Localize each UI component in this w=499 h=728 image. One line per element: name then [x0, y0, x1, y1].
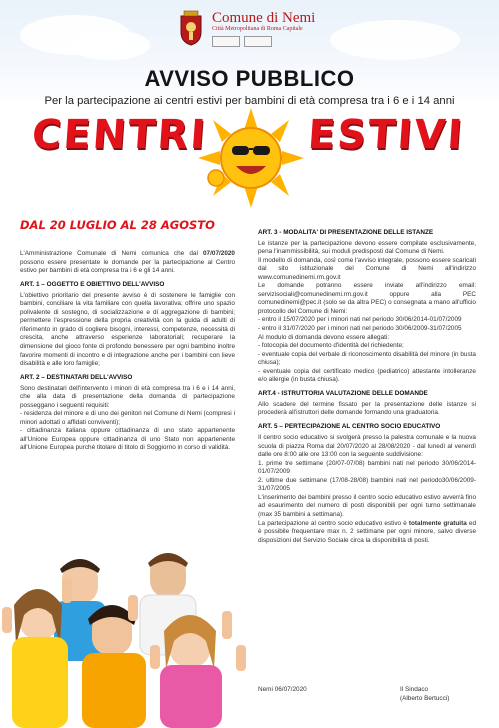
art1-heading: ART. 1 – OGGETTO E OBIETTIVO DELL'AVVISO: [20, 281, 165, 289]
art3-p2: Il modello di domanda, così come l'avviso integrale, possono essere scaricati dal sito istituzionale del Comune di Nemi all'indirizzo www.comunedinemi.rm.gov.it: [258, 256, 476, 281]
children-photo: [0, 545, 255, 728]
cloud: [330, 20, 460, 60]
left-column: [20, 250, 235, 453]
comune-name: Comune di Nemi: [212, 10, 316, 26]
banner-word-centri: CENTRI: [30, 112, 209, 158]
art3-p3: Le domande potranno essere inviate all'indirizzo email: servizisociali@comunedinemi.rm.gov.it oppure alla PEC comunedinemi@pec.it (solo se da altra PEC) o consegnata a mano all'ufficio protocollo del Comune di Nemi:: [258, 282, 476, 315]
art3-attachment: - eventuale copia del verbale di riconoscimento disabilità del minore (in busta chiusa);: [258, 350, 476, 367]
intro-paragraph: L'Amministrazione Comunale di Nemi comunica che dal 07/07/2020 possono essere presentate le domande per la partecipazione al Centro estivo per bambini di età compresa tra i 6 e gli 14 anni.: [20, 250, 235, 275]
art2-item: - cittadinanza italiana oppure cittadinanza di uno stato appartenente all'Unione Europea oppure cittadinanza di uno Stato non appartenente all'Unione Europea purché titolare di titolo di Soggiorno in corso di validità.: [20, 427, 235, 452]
signature-role: Il Sindaco: [400, 686, 429, 693]
art2-heading: ART. 2 – DESTINATARI DELL'AVVISO: [20, 374, 133, 382]
signature-place-date: Nemi 06/07/2020: [258, 686, 307, 693]
art3-p1: Le istanze per la partecipazione devono essere compilate esclusivamente, pena l'inammissibilità, sui moduli predisposti dal Comune di Nemi.: [258, 239, 476, 256]
art4-body: Allo scadere del termine fissato per la presentazione delle istanze si procederà all'istruttori delle domande formando una graduatoria.: [258, 400, 476, 417]
cloud: [70, 30, 150, 60]
header: [178, 10, 315, 47]
art3-attachment: - fotocopia del documento d'identità del richiedente;: [258, 342, 404, 350]
art5-item: 2. ultime due settimane (17/08-28/08) bambini nati nel periodo30/06/2009-31/07/2005: [258, 476, 476, 493]
comune-subtitle: Città Metropolitana di Roma Capitale: [212, 26, 303, 32]
art5-p1: Il centro socio educativo si svolgerà presso la palestra comunale e la nuova scuola di piazza Roma dal 20/07/2020 al 28/08/2020 - dal lunedì al venerdì dalle ore 8:00 alle ore 13:00 con la seguente suddivisione:: [258, 434, 476, 459]
art5-p3: La partecipazione al centro socio educativo estivo è totalmente gratuita ed è possibile frequentare max n. 2 settimane per ogni minore, salvo diverse disposizioni del Servizio Sociale circa la disponibilità di posti.: [258, 519, 476, 544]
comune-crest-icon: [178, 10, 204, 46]
sun-mascot-icon: [196, 108, 306, 208]
art5-heading: ART. 5 – PERTECIPAZIONE AL CENTRO SOCIO EDUCATIVO: [258, 423, 441, 431]
art4-heading: ART.4 - ISTRUTTORIA VALUTAZIONE DELLE DOMANDE: [258, 390, 428, 398]
art5-p2: L'inserimento dei bambini presso il centro socio educativo estivo avverrà fino ad esaurimento del numero di posti disponibili per ogni turno settimanale (max 35 bambini a settimana).: [258, 493, 476, 518]
art2-item: - residenza del minore e di uno dei genitori nel Comune di Nemi (compresi i minori adottati o affidati conviventi);: [20, 410, 235, 426]
art3-heading: ART. 3 - MODALITA' DI PRESENTAZIONE DELLE ISTANZE: [258, 229, 434, 236]
art1-body: L'obiettivo prioritario del presente avviso è di sostenere le famiglie con bambini, conciliare la vita familiare con quella lavorativa; offrire uno spazio polivalente di sostegno, di socializzazione e di aggregazione di bambini; permettere l'espressione della propria creatività con la guida di adulti di riferimento in grado di cogliere bisogni, interessi, competenze, necessità di crescita, anche attraverso esperienze laboratoriali; recuperare la dimensione del gioco fonte di profondo benessere per ogni bambino inoltre favorire momenti di incontro e di integrazione anche per i bambini con lieve disabilità e alle loro famiglie;: [20, 291, 235, 368]
page-title: AVVISO PUBBLICO: [144, 66, 355, 91]
art2-body: Sono destinatari dell'intervento i minori di età compresa tra i 6 e i 14 anni, che alla data di presentazione della domanda di partecipazione posseggano i seguenti requisiti:: [20, 384, 235, 409]
signature-name: (Alberto Bertucci): [400, 695, 450, 702]
art3-attachment: - eventuale copia del certificato medico (pediatrico) attestante intolleranze e/o allergie (in busta chiusa).: [258, 367, 476, 384]
art3-attach-intro: Al modulo di domanda devono essere allegati:: [258, 333, 390, 341]
partner-logo: [212, 36, 240, 47]
dates-banner: DAL 20 LUGLIO AL 28 AGOSTO: [20, 218, 215, 232]
art5-item: 1. prime tre settimane (20/07-07/08) bambini nati nel periodo 30/06/2014-01/07/2009: [258, 459, 476, 476]
art3-deadline: - entro il 31/07/2020 per i minori nati nel periodo 30/06/2009-31/07/2005: [258, 325, 462, 333]
page-subtitle: Per la partecipazione ai centri estivi per bambini di età compresa tra i 6 e i 14 anni: [44, 95, 455, 107]
art3-deadline: - entro il 15/07/2020 per i minori nati nel periodo 30/06/2014-01/07/2009: [258, 316, 462, 324]
right-column: [258, 229, 476, 545]
partner-logo: [244, 36, 272, 47]
banner-word-estivi: ESTIVI: [306, 112, 466, 158]
